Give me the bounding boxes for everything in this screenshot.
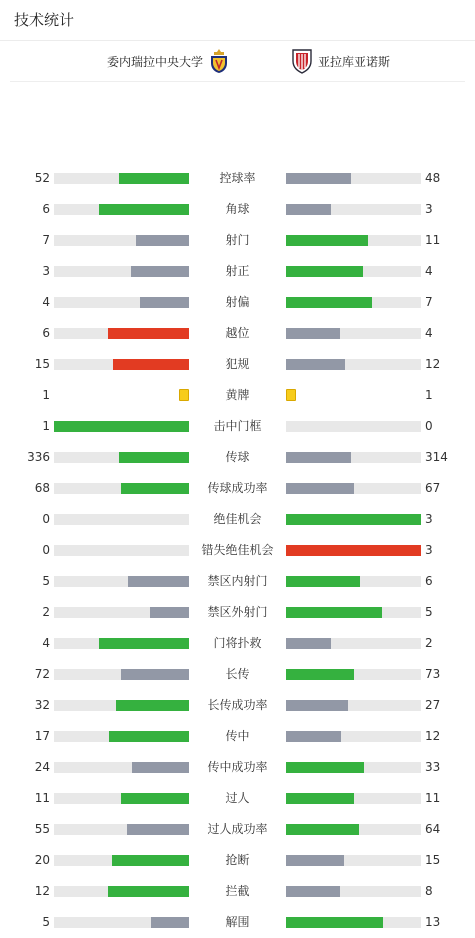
stat-row	[0, 225, 475, 256]
away-stat-bar-fill	[286, 204, 331, 215]
home-stat-bar-fill	[108, 328, 189, 339]
home-stat-bar	[54, 204, 189, 215]
away-stat-bar	[286, 421, 421, 432]
home-stat-bar-fill	[119, 452, 189, 463]
stat-away-value: 12	[425, 729, 441, 743]
away-stat-bar	[286, 700, 421, 711]
home-stat-bar-fill	[127, 824, 189, 835]
stat-away-value: 7	[425, 295, 433, 309]
stat-label: 抢断	[225, 853, 250, 867]
stat-row	[0, 535, 475, 566]
home-stat-bar-fill	[109, 731, 189, 742]
stat-home-value: 7	[42, 233, 50, 247]
stat-home-value: 24	[34, 760, 50, 774]
away-stat-bar	[286, 173, 421, 184]
home-stat-bar	[54, 483, 189, 494]
away-stat-bar	[286, 452, 421, 463]
home-stat-bar-fill	[113, 359, 189, 370]
stat-label: 射正	[225, 264, 250, 278]
away-stat-bar-fill	[286, 731, 341, 742]
stat-away-value: 12	[425, 357, 441, 371]
stat-home-value: 20	[34, 853, 50, 867]
away-stat-bar	[286, 204, 421, 215]
stat-home-value: 52	[34, 171, 50, 185]
home-stat-bar-fill	[108, 886, 189, 897]
stat-away-value: 3	[425, 512, 433, 526]
stat-row	[0, 473, 475, 504]
stat-away-value: 27	[425, 698, 441, 712]
away-stat-bar-fill	[286, 328, 340, 339]
stat-label: 击中门框	[213, 419, 262, 433]
away-stat-bar-fill	[286, 545, 421, 556]
stat-row	[0, 442, 475, 473]
home-stat-bar	[54, 700, 189, 711]
stat-row	[0, 876, 475, 907]
teams-header	[10, 41, 465, 82]
stat-away-value: 48	[425, 171, 441, 185]
home-stat-bar	[54, 762, 189, 773]
stat-row	[0, 349, 475, 380]
stat-home-value: 5	[42, 915, 50, 929]
stat-row	[0, 659, 475, 690]
stat-row	[0, 504, 475, 535]
home-stat-bar-fill	[121, 669, 189, 680]
stat-label: 越位	[225, 326, 250, 340]
stat-label: 传中成功率	[207, 760, 268, 774]
away-team-crest-icon	[291, 48, 313, 74]
home-stat-bar-fill	[99, 638, 189, 649]
away-stat-bar	[286, 886, 421, 897]
stat-away-value: 33	[425, 760, 441, 774]
stat-label: 犯规	[225, 357, 250, 371]
home-stat-bar	[54, 638, 189, 649]
home-team-crest-icon	[208, 48, 230, 74]
home-stat-bar	[54, 514, 189, 525]
stat-away-value: 15	[425, 853, 441, 867]
stat-home-value: 72	[34, 667, 50, 681]
away-stat-bar-fill	[286, 762, 364, 773]
away-yellow-card-icon	[286, 389, 296, 401]
home-stat-bar	[54, 824, 189, 835]
away-stat-bar	[286, 669, 421, 680]
stat-home-value: 0	[42, 512, 50, 526]
stat-away-value: 67	[425, 481, 441, 495]
stat-label: 射偏	[225, 295, 250, 309]
stat-home-value: 1	[42, 419, 50, 433]
stat-away-value: 11	[425, 791, 441, 805]
away-stat-bar-fill	[286, 359, 345, 370]
stat-away-value: 13	[425, 915, 441, 929]
home-stat-bar-fill	[136, 235, 189, 246]
stat-row	[0, 318, 475, 349]
home-yellow-card-icon	[179, 389, 189, 401]
stat-away-value: 4	[425, 264, 433, 278]
stat-row	[0, 845, 475, 876]
stat-home-value: 4	[42, 295, 50, 309]
stat-away-value: 2	[425, 636, 433, 650]
away-stat-bar	[286, 607, 421, 618]
stat-away-value: 1	[425, 388, 433, 402]
stat-label: 禁区内射门	[207, 574, 268, 588]
stat-home-value: 2	[42, 605, 50, 619]
home-stat-bar-fill	[54, 421, 189, 432]
away-stat-bar-fill	[286, 483, 354, 494]
page-title: 技术统计	[0, 0, 475, 41]
stat-home-value: 68	[34, 481, 50, 495]
away-stat-bar	[286, 235, 421, 246]
away-stat-bar	[286, 545, 421, 556]
away-stat-bar	[286, 917, 421, 928]
away-stat-bar	[286, 328, 421, 339]
stat-label: 禁区外射门	[207, 605, 268, 619]
stat-row	[0, 380, 475, 411]
stat-row	[0, 721, 475, 752]
stat-label: 传中	[225, 729, 250, 743]
stat-label: 传球成功率	[207, 481, 268, 495]
home-stat-bar	[54, 731, 189, 742]
stat-label: 门将扑救	[213, 636, 262, 650]
stat-away-value: 4	[425, 326, 433, 340]
away-stat-bar	[286, 359, 421, 370]
home-stat-bar	[54, 266, 189, 277]
stat-away-value: 3	[425, 543, 433, 557]
home-stat-bar-fill	[140, 297, 189, 308]
home-stat-bar	[54, 235, 189, 246]
away-stat-bar-fill	[286, 700, 348, 711]
home-stat-bar-fill	[116, 700, 189, 711]
stat-home-value: 6	[42, 202, 50, 216]
stat-label: 长传成功率	[207, 698, 268, 712]
away-stat-bar-fill	[286, 917, 383, 928]
stat-row	[0, 194, 475, 225]
home-team[interactable]	[107, 41, 230, 81]
stat-home-value: 12	[34, 884, 50, 898]
home-stat-bar-fill	[121, 793, 189, 804]
stat-label: 射门	[225, 233, 250, 247]
stat-label: 解围	[225, 915, 250, 929]
stat-label: 黄牌	[225, 388, 250, 402]
away-stat-bar	[286, 576, 421, 587]
stat-home-value: 4	[42, 636, 50, 650]
home-stat-bar-fill	[151, 917, 189, 928]
stat-row	[0, 690, 475, 721]
stat-away-value: 5	[425, 605, 433, 619]
stat-row	[0, 783, 475, 814]
stat-label: 过人成功率	[207, 822, 268, 836]
away-stat-bar	[286, 266, 421, 277]
stat-home-value: 15	[34, 357, 50, 371]
home-stat-bar-fill	[131, 266, 189, 277]
stat-label: 绝佳机会	[213, 512, 262, 526]
away-stat-bar	[286, 483, 421, 494]
home-stat-bar	[54, 545, 189, 556]
home-stat-bar	[54, 576, 189, 587]
home-stat-bar	[54, 793, 189, 804]
away-stat-bar-fill	[286, 669, 354, 680]
stat-row	[0, 597, 475, 628]
stat-home-value: 6	[42, 326, 50, 340]
away-stat-bar-fill	[286, 638, 331, 649]
home-stat-bar	[54, 607, 189, 618]
stat-home-value: 336	[27, 450, 50, 464]
home-stat-bar	[54, 421, 189, 432]
away-stat-bar	[286, 824, 421, 835]
stat-label: 错失绝佳机会	[201, 543, 274, 557]
home-stat-bar-fill	[99, 204, 189, 215]
home-stat-bar-fill	[128, 576, 189, 587]
away-stat-bar-fill	[286, 824, 359, 835]
away-stat-bar-fill	[286, 173, 351, 184]
stat-row	[0, 628, 475, 659]
away-team-name: 亚拉库亚诺斯	[318, 54, 391, 69]
home-stat-bar	[54, 328, 189, 339]
stat-away-value: 314	[425, 450, 448, 464]
home-stat-bar-fill	[132, 762, 189, 773]
home-team-name: 委内瑞拉中央大学	[106, 54, 203, 69]
home-stat-bar	[54, 669, 189, 680]
home-stat-bar	[54, 917, 189, 928]
stat-home-value: 32	[34, 698, 50, 712]
stat-away-value: 11	[425, 233, 441, 247]
away-stat-bar-fill	[286, 266, 363, 277]
home-stat-bar-fill	[121, 483, 189, 494]
away-stat-bar	[286, 638, 421, 649]
away-stat-bar	[286, 762, 421, 773]
away-stat-bar-fill	[286, 793, 354, 804]
stat-away-value: 73	[425, 667, 441, 681]
away-stat-bar-fill	[286, 576, 360, 587]
stat-row	[0, 566, 475, 597]
stat-home-value: 1	[42, 388, 50, 402]
away-stat-bar-fill	[286, 514, 421, 525]
stat-away-value: 3	[425, 202, 433, 216]
home-stat-bar-fill	[119, 173, 189, 184]
stat-label: 传球	[225, 450, 250, 464]
away-stat-bar	[286, 514, 421, 525]
stat-label: 长传	[225, 667, 250, 681]
stat-home-value: 11	[34, 791, 50, 805]
away-stat-bar-fill	[286, 886, 340, 897]
home-stat-bar	[54, 297, 189, 308]
stat-home-value: 5	[42, 574, 50, 588]
stat-row	[0, 907, 475, 938]
away-stat-bar-fill	[286, 452, 351, 463]
stat-label: 角球	[225, 202, 250, 216]
away-stat-bar	[286, 297, 421, 308]
stat-home-value: 3	[42, 264, 50, 278]
home-stat-bar	[54, 886, 189, 897]
stat-away-value: 6	[425, 574, 433, 588]
stat-away-value: 8	[425, 884, 433, 898]
stat-home-value: 55	[34, 822, 50, 836]
stat-home-value: 0	[42, 543, 50, 557]
away-stat-bar	[286, 731, 421, 742]
home-stat-bar	[54, 173, 189, 184]
stat-row	[0, 287, 475, 318]
away-stat-bar	[286, 793, 421, 804]
stat-row	[0, 163, 475, 194]
stat-label: 拦截	[225, 884, 250, 898]
away-stat-bar-fill	[286, 235, 368, 246]
stat-row	[0, 411, 475, 442]
home-stat-bar	[54, 359, 189, 370]
away-stat-bar-fill	[286, 607, 382, 618]
stat-away-value: 0	[425, 419, 433, 433]
away-stat-bar-fill	[286, 297, 372, 308]
stat-label: 过人	[225, 791, 250, 805]
away-team[interactable]	[291, 41, 390, 81]
stat-row	[0, 256, 475, 287]
stat-away-value: 64	[425, 822, 441, 836]
stat-row	[0, 752, 475, 783]
home-stat-bar-fill	[150, 607, 189, 618]
stat-label: 控球率	[219, 171, 256, 185]
home-stat-bar	[54, 452, 189, 463]
stat-row	[0, 814, 475, 845]
stat-home-value: 17	[34, 729, 50, 743]
